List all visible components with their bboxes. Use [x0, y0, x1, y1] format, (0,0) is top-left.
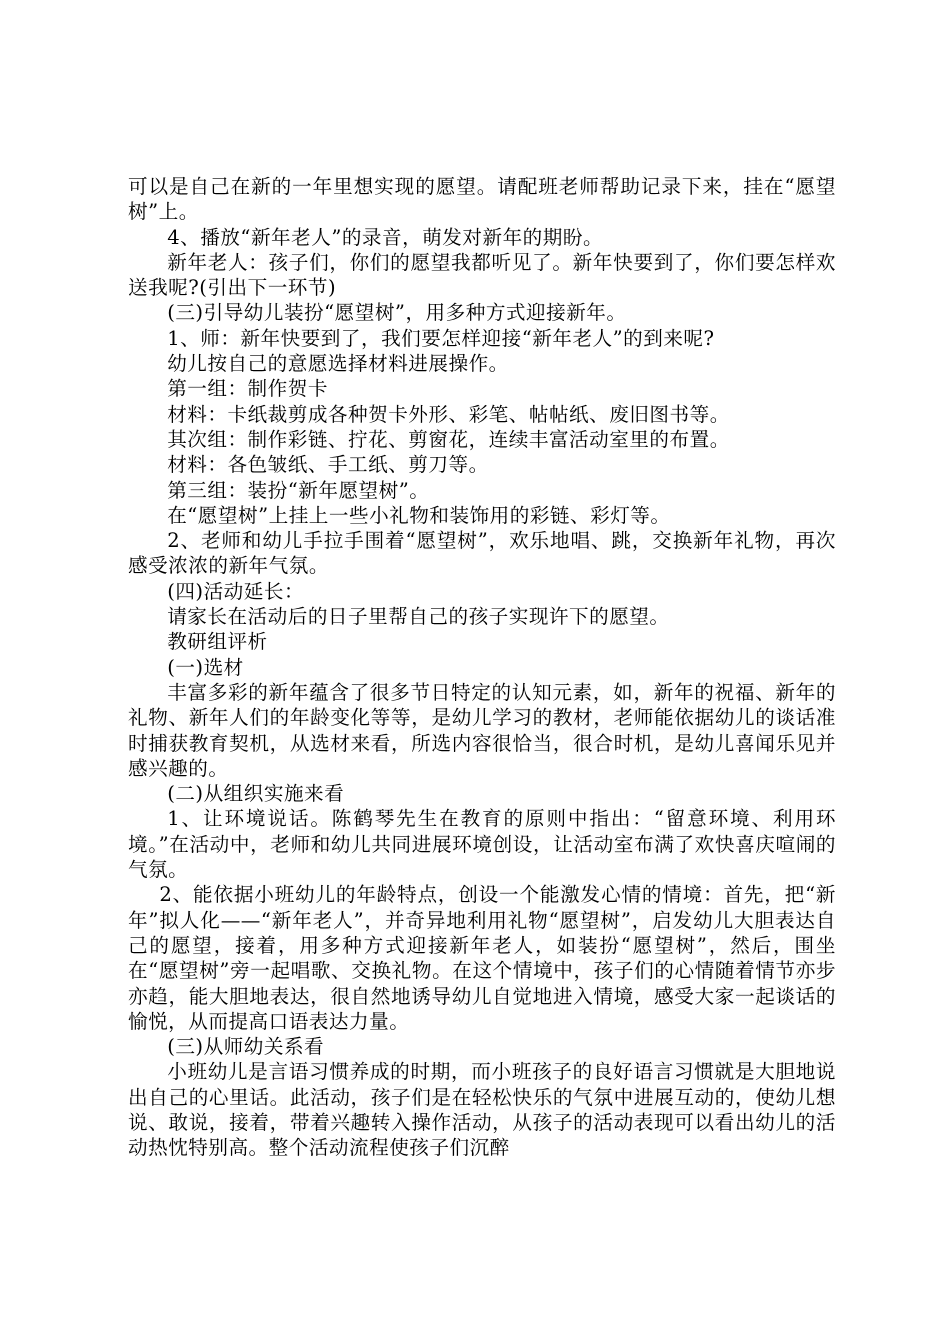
- review-paragraph-relationship: 小班幼儿是言语习惯养成的时期，而小班孩子的良好语言习惯就是大胆地说出自己的心里话。此活动，孩子们是在轻松快乐的气氛中进展互动的，使幼儿想说、敢说，接着，带着兴趣转入操作活动，从孩子的活动表现可以看出幼儿的活动热忱特别高。整个活动流程使孩子们沉醉: [128, 1060, 836, 1160]
- group-3-title: 第三组：装扮“新年愿望树”。: [167, 478, 430, 502]
- review-paragraph-environment: 1、让环境说话。陈鹤琴先生在教育的原则中指出：“留意环境、利用环境。”在活动中，老师和幼儿共同进展环境创设，让活动室布满了欢快喜庆喧闹的气氛。: [128, 807, 836, 882]
- group-1-title: 第一组：制作贺卡: [167, 377, 328, 401]
- section-heading-3: (三)引导幼儿装扮“愿望树”，用多种方式迎接新年。: [167, 301, 627, 325]
- paragraph-teacher-question: 1、师：新年快要到了，我们要怎样迎接“新年老人”的到来呢?: [167, 326, 715, 350]
- review-heading-1: (一)选材: [167, 655, 244, 679]
- group-1-materials: 材料：卡纸裁剪成各种贺卡外形、彩笔、帖帖纸、废旧图书等。: [167, 402, 730, 426]
- paragraph-step-4: 4、播放“新年老人”的录音，萌发对新年的期盼。: [167, 225, 604, 249]
- group-3-description: 在“愿望树”上挂上一些小礼物和装饰用的彩链、彩灯等。: [167, 503, 671, 527]
- paragraph-new-year-elder: 新年老人：孩子们，你们的愿望我都听见了。新年快要到了，你们要怎样欢送我呢?(引出下一环节): [128, 250, 836, 300]
- group-2-title: 其次组：制作彩链、拧花、剪窗花，连续丰富活动室里的布置。: [167, 427, 730, 451]
- paragraph-parents: 请家长在活动后的日子里帮自己的孩子实现许下的愿望。: [167, 605, 670, 629]
- group-2-materials: 材料：各色皱纸、手工纸、剪刀等。: [167, 453, 489, 477]
- section-heading-4: (四)活动延长：: [167, 579, 305, 603]
- review-paragraph-scenario: 2、能依据小班幼儿的年龄特点，创设一个能激发心情的情境：首先，把“新年”拟人化——“新年老人”，并奇异地利用礼物“愿望树”，启发幼儿大胆表达自己的愿望，接着，用多种方式迎接新年老人，如装扮“愿望树”，然后，围坐在“愿望树”旁一起唱歌、交换礼物。在这个情境中，孩子们的心情随着情节亦步亦趋，能大胆地表达，很自然地诱导幼儿自觉地进入情境，感受大家一起谈话的愉悦，从而提高口语表达力量。: [128, 883, 836, 1033]
- review-heading-3: (三)从师幼关系看: [167, 1035, 325, 1059]
- review-heading-2: (二)从组织实施来看: [167, 782, 345, 806]
- paragraph-choose-materials: 幼儿按自己的意愿选择材料进展操作。: [167, 352, 509, 376]
- section-heading-review: 教研组评析: [167, 630, 268, 654]
- document-body: [128, 174, 836, 1161]
- paragraph-step-2-dance: 2、老师和幼儿手拉手围着“愿望树”，欢乐地唱、跳，交换新年礼物，再次感受浓浓的新年气氛。: [128, 529, 836, 578]
- review-paragraph-material: 丰富多彩的新年蕴含了很多节日特定的认知元素，如，新年的祝福、新年的礼物、新年人们的年龄变化等等，是幼儿学习的教材，老师能依据幼儿的谈话准时捕获教育契机，从选材来看，所选内容很恰当，很合时机，是幼儿喜闻乐见并感兴趣的。: [128, 680, 836, 780]
- paragraph-wish-continued: 可以是自己在新的一年里想实现的愿望。请配班老师帮助记录下来，挂在“愿望树”上。: [128, 175, 836, 224]
